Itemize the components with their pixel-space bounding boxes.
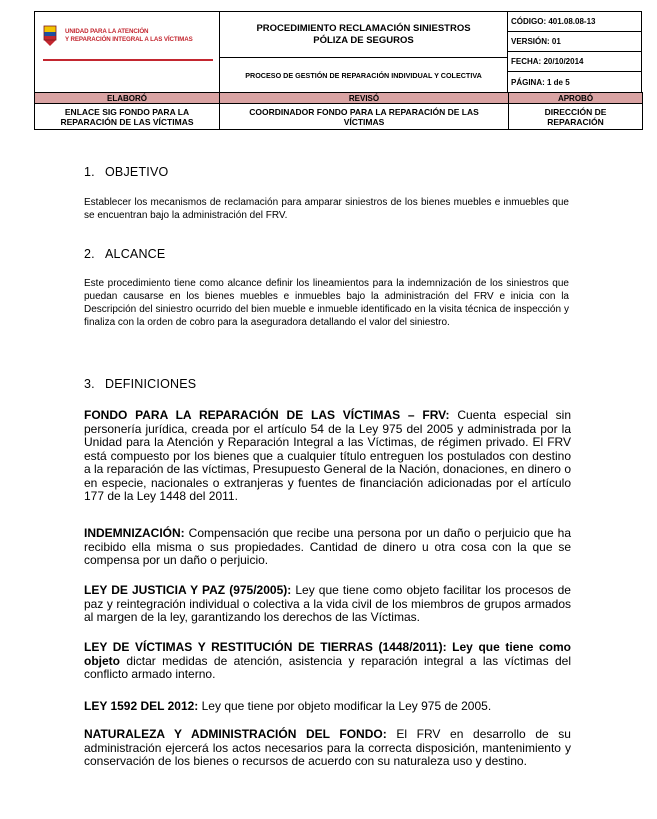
document-title-line2: PÓLIZA DE SEGUROS: [313, 34, 414, 46]
objetivo-text: Establecer los mecanismos de reclamación para amparar siniestros de los bienes muebles e inmuebles que se encuentran bajo la administración del FRV.: [84, 197, 569, 221]
logo-text-line2: Y REPARACIÓN INTEGRAL A LAS VÍCTIMAS: [65, 36, 193, 43]
section-title: OBJETIVO: [105, 165, 169, 179]
definition-term: INDEMNIZACIÓN:: [84, 526, 185, 540]
reviso-line1: COORDINADOR FONDO PARA LA REPARACIÓN DE LAS: [249, 106, 479, 117]
aprobo-line1: DIRECCIÓN DE: [544, 106, 607, 117]
definition-text: Cuenta especial sin personería jurídica, creada por el artículo 54 de la Ley 975 del 2005 y administrada por la Unidad para la Atención y Reparación Integral a las Víctimas, de régimen privado. El FRV está compuesto por los bienes que a cualquier título entreguen los postulados con destino a la reparación de las víctimas, Presupuesto General de la Nación, donaciones, en dinero o en especie, nacionales o extranjeras y fuentes de financiación adicionadas por el artículo 177 de la Ley 1448 del 2011.: [84, 408, 571, 503]
definition-ley-victimas: [84, 641, 571, 682]
definition-text: Ley que tiene por objeto modificar la Ley 975 de 2005.: [198, 699, 492, 713]
definition-term: FONDO PARA LA REPARACIÓN DE LAS VÍCTIMAS – FRV:: [84, 408, 450, 422]
definition-text: dictar medidas de atención, asistencia y reparación integral a las víctimas del conflicto armado interno.: [84, 653, 571, 681]
definition-text: Ley que tiene como objeto facilitar los procesos de paz y reintegración individual o colectiva a la vida civil de los miembros de grupos armados al margen de la ley, garantizando los derechos de las Víctimas.: [84, 583, 571, 624]
section-title: ALCANCE: [105, 247, 166, 261]
document-title-line1: PROCEDIMIENTO RECLAMACIÓN SINIESTROS: [256, 22, 471, 34]
reviso-value: [220, 104, 509, 130]
process-subtitle: PROCESO DE GESTIÓN DE REPARACIÓN INDIVIDUAL Y COLECTIVA: [245, 70, 482, 80]
section-title: DEFINICIONES: [105, 377, 197, 391]
definition-term: NATURALEZA Y ADMINISTRACIÓN DEL FONDO:: [84, 727, 387, 741]
aprobo-line2: REPARACIÓN: [547, 116, 604, 127]
definition-text: Compensación que recibe una persona por un daño o perjuicio que ha recibido ella misma o sus propiedades. Cantidad de dinero u otra cosa con la que se compensa por un daño o perjuicio.: [84, 526, 571, 567]
doc-version: VERSIÓN: 01: [508, 32, 641, 52]
reviso-line2: VÍCTIMAS: [343, 116, 385, 127]
definition-indemnizacion: [84, 527, 571, 568]
aprobo-header: APROBÓ: [509, 93, 643, 104]
alcance-text: Este procedimiento tiene como alcance definir los lineamientos para la indemnización de los siniestros que puedan causarse en los bienes muebles e inmuebles bajo la administración del FRV e inicia con la Descripción del siniestro ocurrido del bien mueble e inmueble identificado en la visita técnica de inspección y finaliza con la orden de cobro para la aseguradora detallando el valor del siniestro.: [84, 278, 569, 328]
elaboro-line1: ENLACE SIG FONDO PARA LA: [64, 106, 190, 117]
section-alcance-heading: [84, 247, 165, 261]
reviso-header: REVISÓ: [220, 93, 509, 104]
section-number: 1.: [84, 165, 95, 179]
definition-term: LEY DE JUSTICIA Y PAZ (975/2005):: [84, 583, 292, 597]
roles-table: [34, 92, 643, 130]
aprobo-value: [509, 104, 643, 130]
definition-naturaleza: [84, 728, 571, 769]
definition-text: El FRV en desarrollo de su administración ejercerá los actos necesarios para la correcta disposición, mantenimiento y conservación de los bienes o recursos de acuerdo con su naturaleza uso y destino.: [84, 727, 571, 768]
definition-ley-justicia-paz: [84, 584, 571, 625]
section-objetivo-heading: [84, 165, 168, 179]
section-number: 3.: [84, 377, 95, 391]
document-header: [34, 11, 642, 93]
definition-term: LEY 1592 DEL 2012:: [84, 699, 199, 713]
title-cell: [220, 12, 508, 93]
logo: [35, 13, 219, 59]
colombia-seal-icon: [43, 25, 57, 47]
doc-date: FECHA: 20/10/2014: [508, 52, 641, 72]
doc-page: PÁGINA: 1 de 5: [511, 77, 570, 87]
logo-text-line1: UNIDAD PARA LA ATENCIÓN: [65, 28, 149, 35]
elaboro-line2: REPARACIÓN DE LAS VÍCTIMAS: [60, 116, 194, 127]
doc-code: CÓDIGO: 401.08.08-13: [508, 12, 641, 32]
meta-cell: [508, 12, 642, 93]
definition-term: LEY DE VÍCTIMAS Y RESTITUCIÓN DE TIERRAS (1448/2011): Ley que tiene como objeto: [84, 640, 571, 668]
section-number: 2.: [84, 247, 95, 261]
elaboro-value: [35, 104, 220, 130]
section-definiciones-heading: [84, 377, 196, 391]
definition-ley-1592: [84, 700, 571, 714]
logo-cell: [35, 12, 220, 93]
elaboro-header: ELABORÓ: [35, 93, 220, 104]
definition-frv: [84, 409, 571, 504]
